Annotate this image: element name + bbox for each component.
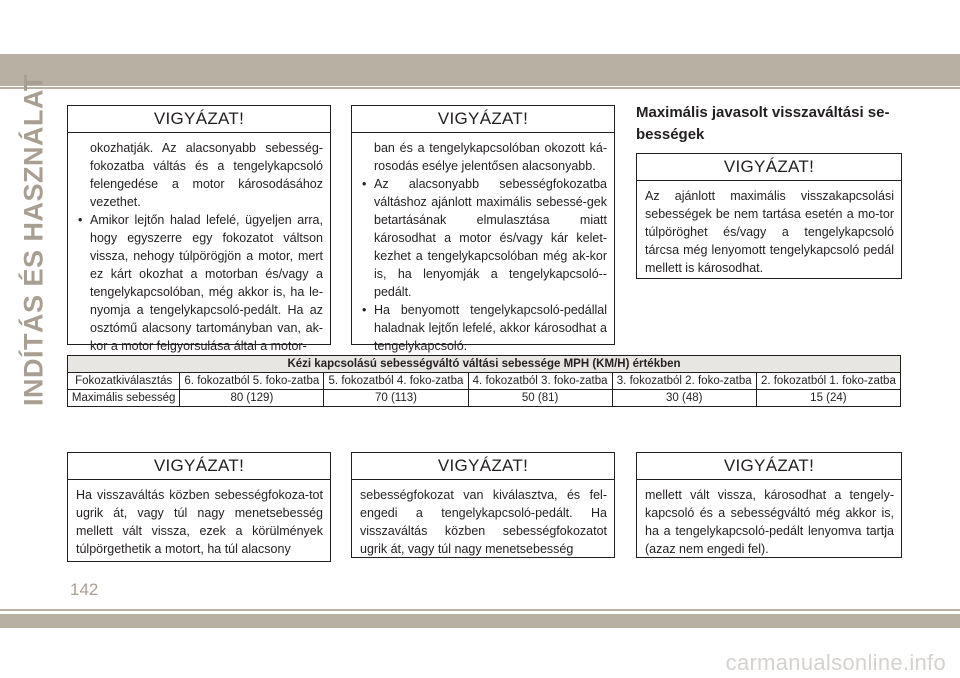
warning-box-2 [351, 105, 615, 353]
table-cell: 70 (113) [324, 390, 468, 407]
warning-box-2-bullet-2: • Ha benyomott tengelykapcsoló-pedállal haladnak lejtőn lefelé, akkor károsodhat a tengelykapcsoló. [360, 301, 607, 355]
table-cell: 50 (81) [468, 390, 612, 407]
warning-box-5-heading: VIGYÁZAT! [352, 453, 614, 480]
table-header-cell: Fokozatkiválasztás [68, 373, 180, 390]
table-header-cell: 6. fokozatból 5. foko-zatba [180, 373, 324, 390]
table-cell: 15 (24) [756, 390, 900, 407]
warning-box-6-heading: VIGYÁZAT! [637, 453, 901, 480]
warning-box-5 [351, 452, 615, 558]
warning-box-4-heading: VIGYÁZAT! [68, 453, 330, 480]
warning-box-2-paragraph: ban és a tengelykapcsolóban okozott ká-rosodás esélye jelentősen alacsonyabb. [374, 141, 607, 173]
downshift-speed-table [67, 355, 901, 407]
warning-box-4 [67, 452, 331, 562]
warning-box-5-body: sebességfokozat van kiválasztva, és fel-engedi a tengelykapcsoló-pedált. Ha visszaváltás közben sebességfokozatot ugrik át, vagy túl nagy menetsebesség [360, 488, 607, 556]
warning-box-3 [636, 153, 902, 279]
warning-box-6-body: mellett vált vissza, károsodhat a tengely-kapcsoló és a sebességváltó még akkor is, ha a tengelykapcsoló-pedált lenyomva tartja (azaz nem engedi fel). [645, 488, 894, 556]
warning-box-3-heading: VIGYÁZAT! [637, 154, 901, 181]
footer-rule [0, 609, 960, 611]
warning-box-3-body: Az ajánlott maximális visszakapcsolási sebességek be nem tartása esetén a mo-tor túlpöröghet és/vagy a tengelykapcsoló tárcsa még lenyomott tengelykapcsoló pedál mellett is károsodhat. [645, 189, 894, 275]
table-cell: 80 (129) [180, 390, 324, 407]
table-header-cell: 5. fokozatból 4. foko-zatba [324, 373, 468, 390]
table-caption: Kézi kapcsolású sebességváltó váltási sebessége MPH (KM/H) értékben [68, 356, 901, 373]
side-section-title-text: INDÍTÁS ÉS HASZNÁLAT [18, 74, 49, 406]
section-title: Maximális javasolt visszaváltási se-bességek [636, 104, 890, 143]
table-cell: 30 (48) [612, 390, 756, 407]
top-margin [0, 0, 960, 54]
warning-box-1-paragraph: okozhatják. Az alacsonyabb sebesség-fokozatba váltás és a tengelykapcsoló felengedése a motor károsodásához vezethet. [90, 141, 323, 209]
page-number: 142 [70, 580, 99, 599]
table-header-cell: 3. fokozatból 2. foko-zatba [612, 373, 756, 390]
table-header-cell: 2. fokozatból 1. foko-zatba [756, 373, 900, 390]
table-row [68, 390, 901, 407]
header-band [0, 54, 960, 86]
warning-box-2-heading: VIGYÁZAT! [352, 106, 614, 133]
warning-box-1 [67, 105, 331, 353]
warning-box-1-heading: VIGYÁZAT! [68, 106, 330, 133]
warning-box-6 [636, 452, 902, 558]
footer-band [0, 614, 960, 628]
side-section-title [14, 74, 54, 406]
warning-box-4-body: Ha visszaváltás közben sebességfokoza-tot ugrik át, vagy túl nagy menetsebesség mellett vált vissza, ezek a körülmények túlpörgethetik a motort, ha túl alacsony [76, 488, 323, 556]
table-cell: Maximális sebesség [68, 390, 180, 407]
table-header-row [68, 373, 901, 390]
table-caption-row [68, 356, 901, 373]
header-rule [0, 87, 960, 89]
table-header-cell: 4. fokozatból 3. foko-zatba [468, 373, 612, 390]
warning-box-1-bullet: • Amikor lejtőn halad lefelé, ügyeljen arra, hogy egyszerre egy fokozatot váltson vissza, nehogy túlpörögjön a motor, mert ez kárt okozhat a motorban és/vagy a tengelykapcsolóban, még akkor is, ha le-nyomja a tengelykapcsoló-pedált. Ha az osztómű alacsony tartományban van, ak-kor a motor felgyorsulása által a motor- [76, 211, 323, 355]
warning-box-2-bullet-1: • Az alacsonyabb sebességfokozatba váltáshoz ajánlott maximális sebessé-gek betartásának elmulasztása miatt károsodhat a motor és/vagy kár kelet-kezhet a tengelykapcsolóban még ak-kor is, ha lenyomják a tengelykapcsoló--pedált. [360, 175, 607, 301]
warning-box-2-body [352, 133, 614, 355]
warning-box-1-body [68, 133, 330, 355]
watermark: carmanualsonline.info [725, 650, 946, 675]
